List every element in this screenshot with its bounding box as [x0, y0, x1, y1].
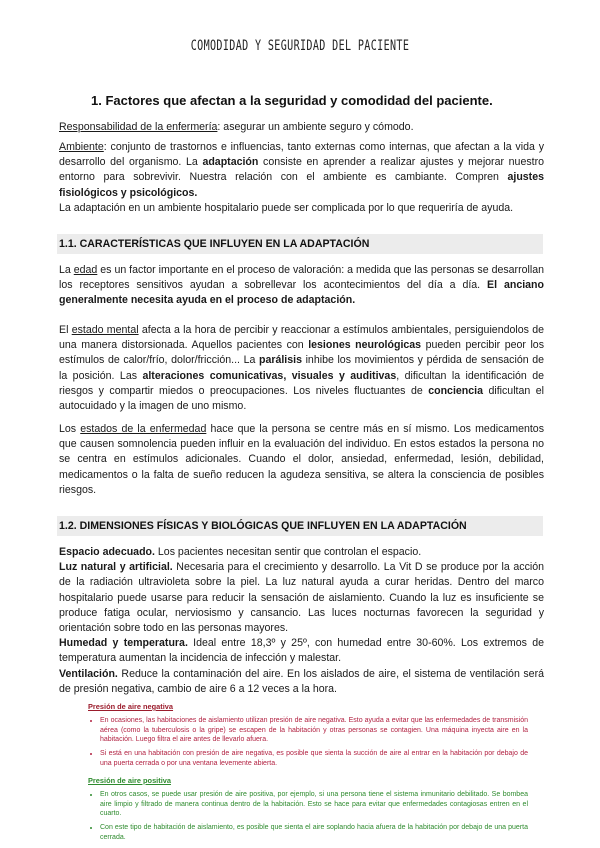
enfermedad-paragraph [59, 422, 544, 498]
mental-text: afecta a la hora de percibir y reaccionar a estímulos ambientales, persiguiendolos de una manera distorsionada. Aquellos pacientes con [59, 324, 544, 352]
ambiente-paragraph [59, 140, 544, 216]
enfermedad-text: Los [59, 423, 81, 435]
mental-bold: alteraciones comunicativas, visuales y auditivas [142, 369, 397, 382]
mental-label: estado mental [71, 324, 139, 336]
presion-positiva-box [88, 776, 528, 847]
ventilacion-bold: Ventilación. [59, 667, 118, 680]
ambiente-label: Ambiente [59, 141, 104, 153]
edad-label: edad [73, 264, 98, 276]
enfermedad-label: estados de la enfermedad [80, 423, 207, 435]
ventilacion-text: Reduce la contaminación del aire. En los aislados de aire, el sistema de ventilación será de presión negativa, cambio de aire 6 a 12 veces a la hora. [59, 667, 544, 695]
presion-negativa-title: Presión de aire negativa [88, 702, 174, 711]
presion-negativa-item: • Si está en una habitación con presión de aire negativa, es posible que sienta la succión de aire al entrar en la habitación por debajo de una puerta cerrada o por una ventana levemente abierta. [100, 749, 528, 769]
presion-negativa-box [88, 702, 528, 773]
presion-negativa-item: • En ocasiones, las habitaciones de aislamiento utilizan presión de aire negativa. Esto ayuda a evitar que las enfermedades de transmisión aérea (como la tuberculosis o la gripe) se escapen de la habitación y otras personas se contagien. Una máquina inyecta aire en la habitación. Luego filtra el aire antes de llevarlo afuera. [100, 716, 528, 745]
mental-text: inhibe los movimientos y pérdida de sensación de la posición. Las [59, 354, 544, 382]
ambiente-text: consiste en aprender a realizar ajustes y mejorar nuestro entorno para sobrevivir. Nuestra relación con el ambiente es cambiante. Compren [59, 156, 544, 184]
ambiente-text: : conjunto de trastornos e influencias, tanto externas como internas, que afectan a la vida y desarrollo del organismo. La [59, 141, 544, 169]
mental-bold: conciencia [428, 384, 483, 397]
mental-text: pueden percibir peor los estímulos de calor/frío, dolor/fricción... La [59, 339, 544, 367]
mental-bold: parálisis [258, 354, 302, 367]
ambiente-text-2: La adaptación en un ambiente hospitalario puede ser complicada por lo que requeriría de ayuda. [59, 201, 514, 214]
presion-positiva-title: Presión de aire positiva [88, 776, 171, 785]
mental-text: El [59, 324, 72, 336]
enfermedad-text: hace que la persona se centre más en sí mismo. Los medicamentos que causen somnolencia pueden influir en la evaluación del individuo. En estos estados la persona no se centra en estímulos adicionales. Cuando el dolor, ansiedad, enfermedad, lesión, debilidad, medicamentos o la falta de sueño reducen la agudeza sensitiva, se altera la consciencia de posibles riesgos. [59, 423, 544, 496]
responsabilidad-text: : asegurar un ambiente seguro y cómodo. [217, 121, 414, 133]
dimensiones-paragraph [59, 545, 544, 697]
presion-positiva-item: • Con este tipo de habitación de aislamiento, es posible que sienta el aire soplando hacia afuera de la habitación por debajo de una puerta cerrada. [100, 823, 528, 843]
luz-text: Necesaria para el crecimiento y desarrollo. La Vit D se produce por la acción de la radiación ultravioleta sobre la piel. La luz natural ayuda a curar heridas. Dentro del marco hospitalario puede usarse para reducir la sensación de aislamiento. Cuando la luz es insuficiente se produce fatiga ocular, nerviosismo y cansancio. Las luces nocturnas favorecen la seguridad y orientación sobre todo en las personas mayores. [59, 561, 544, 635]
ambiente-bold: ajustes fisiológicos y psicológicos. [59, 171, 544, 199]
mental-text: , dificultan la identificación de riesgos y compartir miedos o preocupaciones. Los niveles fluctuantes de [59, 369, 544, 397]
presion-positiva-item: • En otros casos, se puede usar presión de aire positiva, por ejemplo, si una persona tiene el sistema inmunitario debilitado. Se bombea aire limpio y filtrado de manera continua dentro de la habitación. Esto se hace para evitar que enfermedades contagiosas entren en el cuarto. [100, 790, 528, 819]
section-heading-1-1: 1.1. CARACTERÍSTICAS QUE INFLUYEN EN LA ADAPTACIÓN [57, 234, 543, 254]
estado-mental-paragraph [59, 323, 544, 414]
ambiente-bold: adaptación [202, 156, 259, 169]
mental-text: dificultan el autocuidado y la imagen de uno mismo. [59, 384, 544, 413]
edad-bold: El anciano generalmente necesita ayuda en el proceso de adaptación. [59, 279, 544, 307]
humedad-bold: Humedad y temperatura. [59, 637, 188, 650]
edad-paragraph [59, 263, 544, 309]
section-heading-1-2: 1.2. DIMENSIONES FÍSICAS Y BIOLÓGICAS QUE INFLUYEN EN LA ADAPTACIÓN [57, 516, 543, 536]
espacio-bold: Espacio adecuado. [59, 546, 155, 558]
espacio-text: Los pacientes necesitan sentir que controlan el espacio. [154, 546, 422, 558]
edad-text: La [59, 264, 74, 276]
luz-bold: Luz natural y artificial. [59, 561, 173, 574]
edad-text: es un factor importante en el proceso de valoración: a medida que las personas se desarrollan los receptores sensitivos ayudan a sobrellevar los acontecimientos del día a día. [59, 264, 544, 292]
heading-1: 1. Factores que afectan a la seguridad y comodidad del paciente. [91, 93, 493, 108]
mental-bold: lesiones neurológicas [308, 339, 422, 352]
page-title: COMODIDAD Y SEGURIDAD DEL PACIENTE [190, 38, 410, 54]
responsabilidad-paragraph [59, 120, 544, 135]
humedad-text: Ideal entre 18,3º y 25º, con humedad entre 30-60%. Los extremos de temperatura aumentan la incidencia de infección y malestar. [59, 637, 545, 665]
responsabilidad-label: Responsabilidad de la enfermería [59, 121, 218, 133]
